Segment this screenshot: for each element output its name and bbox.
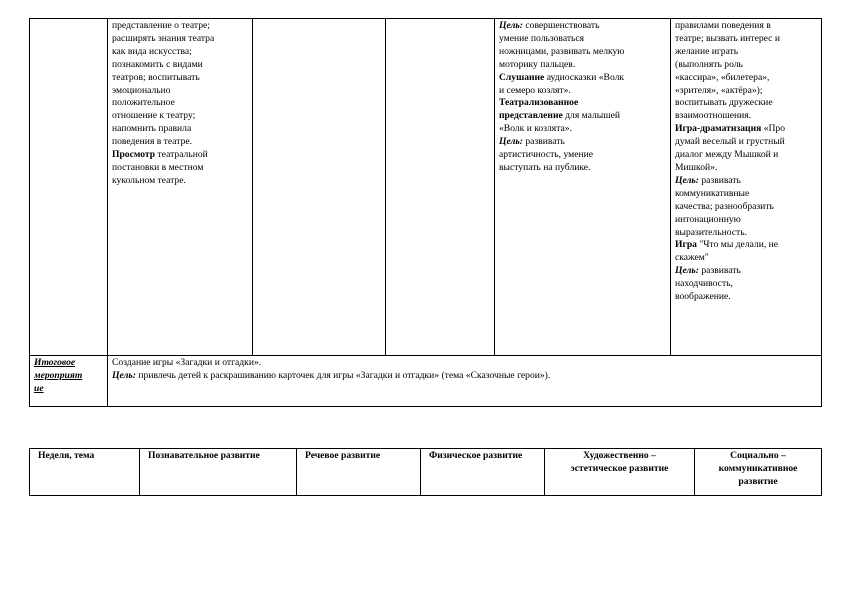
text-line: выступать на публике. [499, 161, 591, 173]
header-line: Социально – [730, 450, 786, 461]
text-line: желание играть [675, 45, 739, 57]
text-line: театров; воспитывать [112, 71, 200, 83]
physical-cell [386, 19, 495, 356]
text-fragment: развивать [698, 265, 741, 277]
text-line: коммуникативные [675, 187, 750, 199]
text-line: диалог между Мышкой и [675, 149, 779, 161]
cognitive-header: Познавательное развитие [140, 449, 297, 496]
header-line: коммуникативное [718, 462, 798, 474]
text-line: напомнить правила [112, 123, 192, 135]
header-line: развитие [738, 475, 778, 487]
text-line: положительное [112, 97, 175, 109]
text-line: и семеро козлят». [499, 84, 571, 96]
text-line: скажем" [675, 252, 709, 264]
bold-term: представление [499, 110, 563, 122]
text-line: как вида искусства; [112, 45, 192, 57]
text-line: ножницами, развивать мелкую [499, 45, 625, 57]
text-line [675, 175, 817, 188]
text-line: думай веселый и грустный [675, 136, 785, 148]
text-line: «кассира», «билетера», [675, 71, 770, 83]
bold-term: Просмотр [112, 149, 156, 161]
text-line [112, 149, 248, 162]
text-line: артистичность, умение [499, 149, 593, 161]
text-fragment: аудиосказки «Волк [544, 71, 625, 83]
week-header: Неделя, тема [30, 449, 140, 496]
text-line: представление о театре; [112, 20, 210, 31]
text-fragment: для малышей [562, 110, 620, 122]
social-cell [671, 19, 822, 356]
final-event-cell [108, 356, 822, 407]
text-line: театре; вызвать интерес и [675, 32, 780, 44]
goal-label: Цель: [499, 20, 523, 31]
cognitive-cell [108, 19, 253, 356]
text-line: взаимоотношения. [675, 110, 752, 122]
text-line: выразительность. [675, 226, 747, 238]
text-line: кукольном театре. [112, 174, 186, 186]
text-fragment: совершенствовать [522, 20, 600, 31]
text-line: Мишкой». [675, 161, 718, 173]
final-goal-text: привлечь детей к раскрашиванию карточек для игры «Загадки и отгадки» (тема «Сказочные герои»). [135, 369, 551, 381]
goal-label: Цель: [675, 265, 699, 277]
text-line: расширять знания театра [112, 32, 215, 44]
text-line: интонационную [675, 213, 741, 225]
text-line: воспитывать дружеские [675, 97, 773, 109]
goal-label: Цель: [499, 136, 523, 148]
bold-term: Игра-драматизация [675, 123, 762, 135]
text-line [112, 370, 817, 383]
text-fragment: "Что мы делали, не [696, 239, 779, 251]
speech-header: Речевое развитие [297, 449, 421, 496]
final-event-label: Итоговое [34, 357, 76, 368]
header-row [30, 449, 822, 496]
text-fragment: театральной [155, 149, 208, 161]
bold-term: Театрализованное [499, 97, 579, 109]
plan-table [29, 18, 822, 407]
artistic-cell [495, 19, 671, 356]
text-line: правилами поведения в [675, 20, 771, 31]
text-line: поведения в театре. [112, 136, 193, 148]
speech-cell [253, 19, 386, 356]
text-line: «зрителя», «актёра»); [675, 84, 763, 96]
text-line [499, 20, 666, 33]
text-line: качества; разнообразить [675, 200, 774, 212]
text-line: умение пользоваться [499, 32, 585, 44]
final-event-label-cell [30, 356, 108, 407]
text-line [675, 239, 817, 252]
text-line: эмоционально [112, 84, 171, 96]
physical-header: Физическое развитие [421, 449, 545, 496]
text-line [675, 265, 817, 278]
final-event-text: Создание игры «Загадки и отгадки». [112, 357, 262, 368]
header-line: эстетическое развитие [570, 462, 669, 474]
text-fragment: «Про [761, 123, 786, 135]
social-header [695, 449, 822, 496]
header-line: Художественно – [583, 450, 656, 461]
bold-term: Слушание [499, 71, 545, 83]
final-event-label: ие [34, 382, 44, 394]
text-fragment: развивать [522, 136, 565, 148]
text-line [499, 136, 666, 149]
artistic-header [545, 449, 695, 496]
text-line [499, 72, 666, 85]
week-cell [30, 19, 108, 356]
text-line: постановки в местном [112, 161, 204, 173]
text-line: познакомить с видами [112, 58, 203, 70]
text-line [499, 110, 666, 123]
text-line: (выполнять роль [675, 58, 743, 70]
text-line: воображение. [675, 291, 731, 303]
goal-label: Цель: [675, 174, 699, 186]
text-line [675, 123, 817, 136]
text-line: находчивость, [675, 278, 733, 290]
final-event-label: мероприят [34, 369, 83, 381]
text-line: моторику пальцев. [499, 58, 576, 70]
final-event-row [30, 356, 822, 407]
text-line: отношение к театру; [112, 110, 196, 122]
text-fragment: развивать [698, 174, 741, 186]
header-table [29, 448, 822, 496]
text-line: «Волк и козлята». [499, 123, 572, 135]
bold-term: Игра [675, 239, 697, 251]
plan-row [30, 19, 822, 356]
text-line [499, 97, 666, 110]
goal-label: Цель: [112, 369, 136, 381]
